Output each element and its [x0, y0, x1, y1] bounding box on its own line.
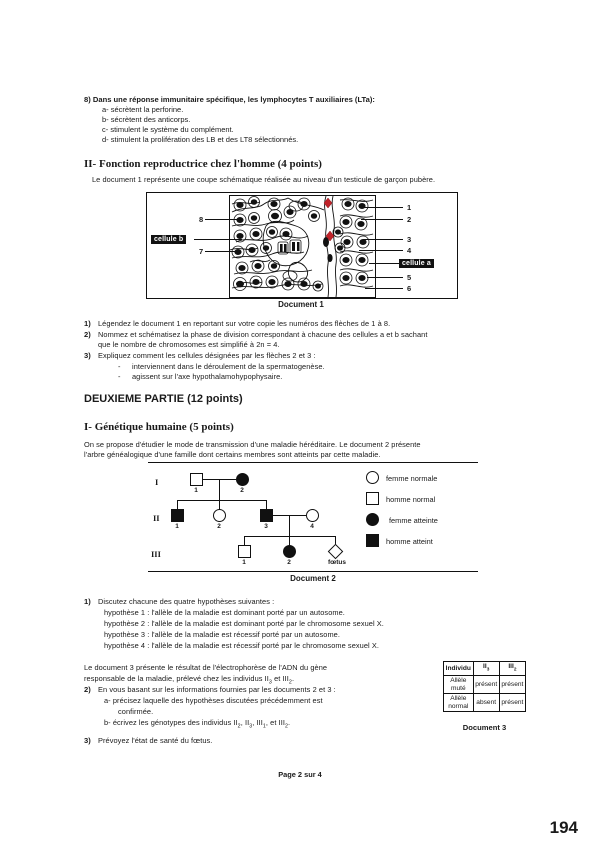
- pedigree-II-3-square-filled: [260, 509, 273, 522]
- pedigree-II-1-square-filled: [171, 509, 184, 522]
- page-footer: Page 2 sur 4: [278, 770, 322, 779]
- document-1-figure: [146, 192, 458, 299]
- pedigree-II-4-circle-open: [306, 509, 319, 522]
- s2-q2-text-line2: que le nombre de chromosomes est simplifié à 2n = 4.: [98, 340, 280, 349]
- pedigree-III-2-id: 2: [287, 559, 291, 566]
- s2-q3-bullet-2: agissent sur l'axe hypothalamohypophysaire.: [132, 372, 283, 381]
- part-2-subheading: I- Génétique humaine (5 points): [84, 421, 234, 433]
- doc1-leader-8: [205, 219, 237, 220]
- legend-circle-open-icon: [366, 471, 379, 484]
- doc3-intro-line1: Le document 3 présente le résultat de l'électrophorèse de l'ADN du gène: [84, 663, 328, 672]
- p2-hypothesis-3: hypothèse 3 : l'allèle de la maladie est récessif porté par un autosome.: [104, 630, 340, 639]
- testicle-histology-drawing: [229, 195, 376, 298]
- legend-circle-filled-icon: [366, 513, 379, 526]
- doc1-leader-5: [367, 277, 403, 278]
- descent-line-I: [219, 479, 220, 501]
- pedigree-I-1-id: 1: [194, 487, 198, 494]
- pedigree-III-1-id: 1: [242, 559, 246, 566]
- mcq-question-8: [84, 95, 524, 145]
- s2-q3-text: Expliquez comment les cellules désignées par les flèches 2 et 3 :: [98, 351, 316, 360]
- doc1-label-1: 1: [407, 203, 412, 212]
- doc1-label-6: 6: [407, 284, 412, 293]
- pedigree-II-2-id: 2: [217, 523, 221, 530]
- p2-q3-number: 3): [84, 736, 91, 745]
- pedigree-I-1-square-open: [190, 473, 203, 486]
- mcq-option-a: a- sécrètent la perforine.: [102, 105, 184, 114]
- generation-label-II: II: [153, 513, 160, 523]
- doc1-label-8: 8: [199, 215, 204, 224]
- table-row: [444, 675, 526, 693]
- p2-q1-number: 1): [84, 597, 91, 606]
- mcq-option-d: d- stimulent la prolifération des LB et des LT8 sélectionnés.: [102, 135, 299, 144]
- doc3-intro-line2: responsable de la maladie, prélevé chez les individus $II_3$ et $III_2$.: [84, 674, 295, 686]
- doc1-leader-cellule-a: [369, 263, 401, 264]
- doc1-label-7: 7: [199, 247, 204, 256]
- row-label-allele-normal: Allèle normal: [444, 694, 474, 712]
- doc1-tag-cellule-b: cellule b: [151, 235, 186, 244]
- mcq-option-b: b- sécrètent des anticorps.: [102, 115, 191, 124]
- pedigree-III-fetus-diamond: [328, 544, 344, 560]
- pedigree-II-2-circle-open: [213, 509, 226, 522]
- p2-hypothesis-2: hypothèse 2 : l'allèle de la maladie est dominant porté par le chromosome sexuel X.: [104, 619, 384, 628]
- sibship-line-II: [177, 500, 267, 501]
- s2-q3-bullet-dash-2: -: [118, 372, 121, 381]
- legend-square-open-icon: [366, 492, 379, 505]
- doc1-label-2: 2: [407, 215, 412, 224]
- doc1-leader-2: [361, 219, 403, 220]
- doc1-tag-cellule-a: cellule a: [399, 259, 434, 268]
- mcq-option-c: c- stimulent le système du complément.: [102, 125, 234, 134]
- pedigree-III-fetus-label: fœtus: [327, 559, 347, 566]
- table-header-individu: Individu: [444, 662, 474, 676]
- doc1-leader-4: [359, 250, 403, 251]
- s2-q1-number: 1): [84, 319, 91, 328]
- table-header-iii2: $III_2$: [499, 662, 525, 676]
- cell-mute-ii3: présent: [473, 675, 499, 693]
- part-2-heading: DEUXIEME PARTIE (12 points): [84, 393, 243, 405]
- doc1-leader-6: [365, 288, 403, 289]
- cell-mute-iii2: présent: [499, 675, 525, 693]
- pedigree-II-1-id: 1: [175, 523, 179, 530]
- cell-normal-iii2: présent: [499, 694, 525, 712]
- generation-label-III: III: [151, 549, 161, 559]
- generation-label-I: I: [155, 477, 159, 487]
- section-2-heading: II- Fonction reproductrice chez l'homme (4 points): [84, 158, 322, 170]
- p2-q1-text: Discutez chacune des quatre hypothèses suivantes :: [98, 597, 275, 606]
- p2-q2a-line2: confirmée.: [118, 707, 154, 716]
- pedigree-I-2-id: 2: [240, 487, 244, 494]
- doc1-label-5: 5: [407, 273, 412, 282]
- legend-square-filled-icon: [366, 534, 379, 547]
- p2-q2-text: En vous basant sur les informations fournies par les documents 2 et 3 :: [98, 685, 336, 694]
- p2-q2-number: 2): [84, 685, 91, 694]
- table-row: [444, 694, 526, 712]
- row-label-allele-mute: Allèle muté: [444, 675, 474, 693]
- s2-q3-bullet-dash-1: -: [118, 362, 121, 371]
- pedigree-II-4-id: 4: [310, 523, 314, 530]
- s2-q2-text: Nommez et schématisez la phase de division correspondant à chacune des cellules a et b sachant: [98, 330, 428, 339]
- p2-q3-text: Prévoyez l'état de santé du fœtus.: [98, 736, 213, 745]
- s2-q2-number: 2): [84, 330, 91, 339]
- histology-svg: [230, 196, 375, 297]
- doc1-label-3: 3: [407, 235, 412, 244]
- s2-q3-bullet-1: interviennent dans le déroulement de la spermatogenèse.: [132, 362, 325, 371]
- doc1-label-4: 4: [407, 246, 412, 255]
- doc1-leader-7: [205, 251, 239, 252]
- document-2-caption: Document 2: [290, 574, 336, 583]
- table-header-row: [444, 662, 526, 676]
- doc1-leader-3: [363, 239, 403, 240]
- mcq-stem: 8) Dans une réponse immunitaire spécifique, les lymphocytes T auxiliaires (LTa):: [84, 95, 375, 104]
- document-3-caption: Document 3: [462, 723, 507, 732]
- legend-label-homme-atteint: homme atteint: [386, 537, 433, 546]
- doc1-leader-1: [359, 207, 403, 208]
- p2-q2b: b- écrivez les génotypes des individus $II_2$, $II_3$, $III_1$, et $III_2$.: [104, 718, 291, 730]
- pedigree-II-3-id: 3: [264, 523, 268, 530]
- s2-q3-number: 3): [84, 351, 91, 360]
- pedigree-III-2-circle-filled: [283, 545, 296, 558]
- document-2-figure: [148, 462, 478, 572]
- table-header-ii3: $II_3$: [473, 662, 499, 676]
- legend-label-femme-normale: femme normale: [386, 474, 438, 483]
- pedigree-I-2-circle-filled: [236, 473, 249, 486]
- p2-hypothesis-1: hypothèse 1 : l'allèle de la maladie est dominant porté par un autosome.: [104, 608, 345, 617]
- part-2-intro-line1: On se propose d'étudier le mode de transmission d'une maladie héréditaire. Le document 2 présente: [84, 440, 421, 449]
- part-2-intro-line2: l'arbre généalogique d'une famille dont certains membres sont atteints par cette maladie.: [84, 450, 381, 459]
- legend-label-femme-atteinte: femme atteinte: [389, 516, 438, 525]
- p2-q2a-line1: a- précisez laquelle des hypothèses discutées précédemment est: [104, 696, 323, 705]
- book-page-number: 194: [549, 818, 578, 837]
- doc1-leader-cellule-b: [194, 239, 242, 240]
- descent-line-II: [289, 515, 290, 537]
- section-2-intro: Le document 1 représente une coupe schématique réalisée au niveau d'un testicule de garçon pubère.: [92, 175, 436, 184]
- p2-hypothesis-4: hypothèse 4 : l'allèle de la maladie est récessif porté par le chromosome sexuel X.: [104, 641, 379, 650]
- document-1-caption: Document 1: [278, 300, 324, 309]
- s2-q1-text: Légendez le document 1 en reportant sur votre copie les numéros des flèches de 1 à 8.: [98, 319, 391, 328]
- pedigree-III-1-square-open: [238, 545, 251, 558]
- document-3-table: [443, 661, 526, 712]
- cell-normal-ii3: absent: [473, 694, 499, 712]
- legend-label-homme-normal: homme normal: [386, 495, 436, 504]
